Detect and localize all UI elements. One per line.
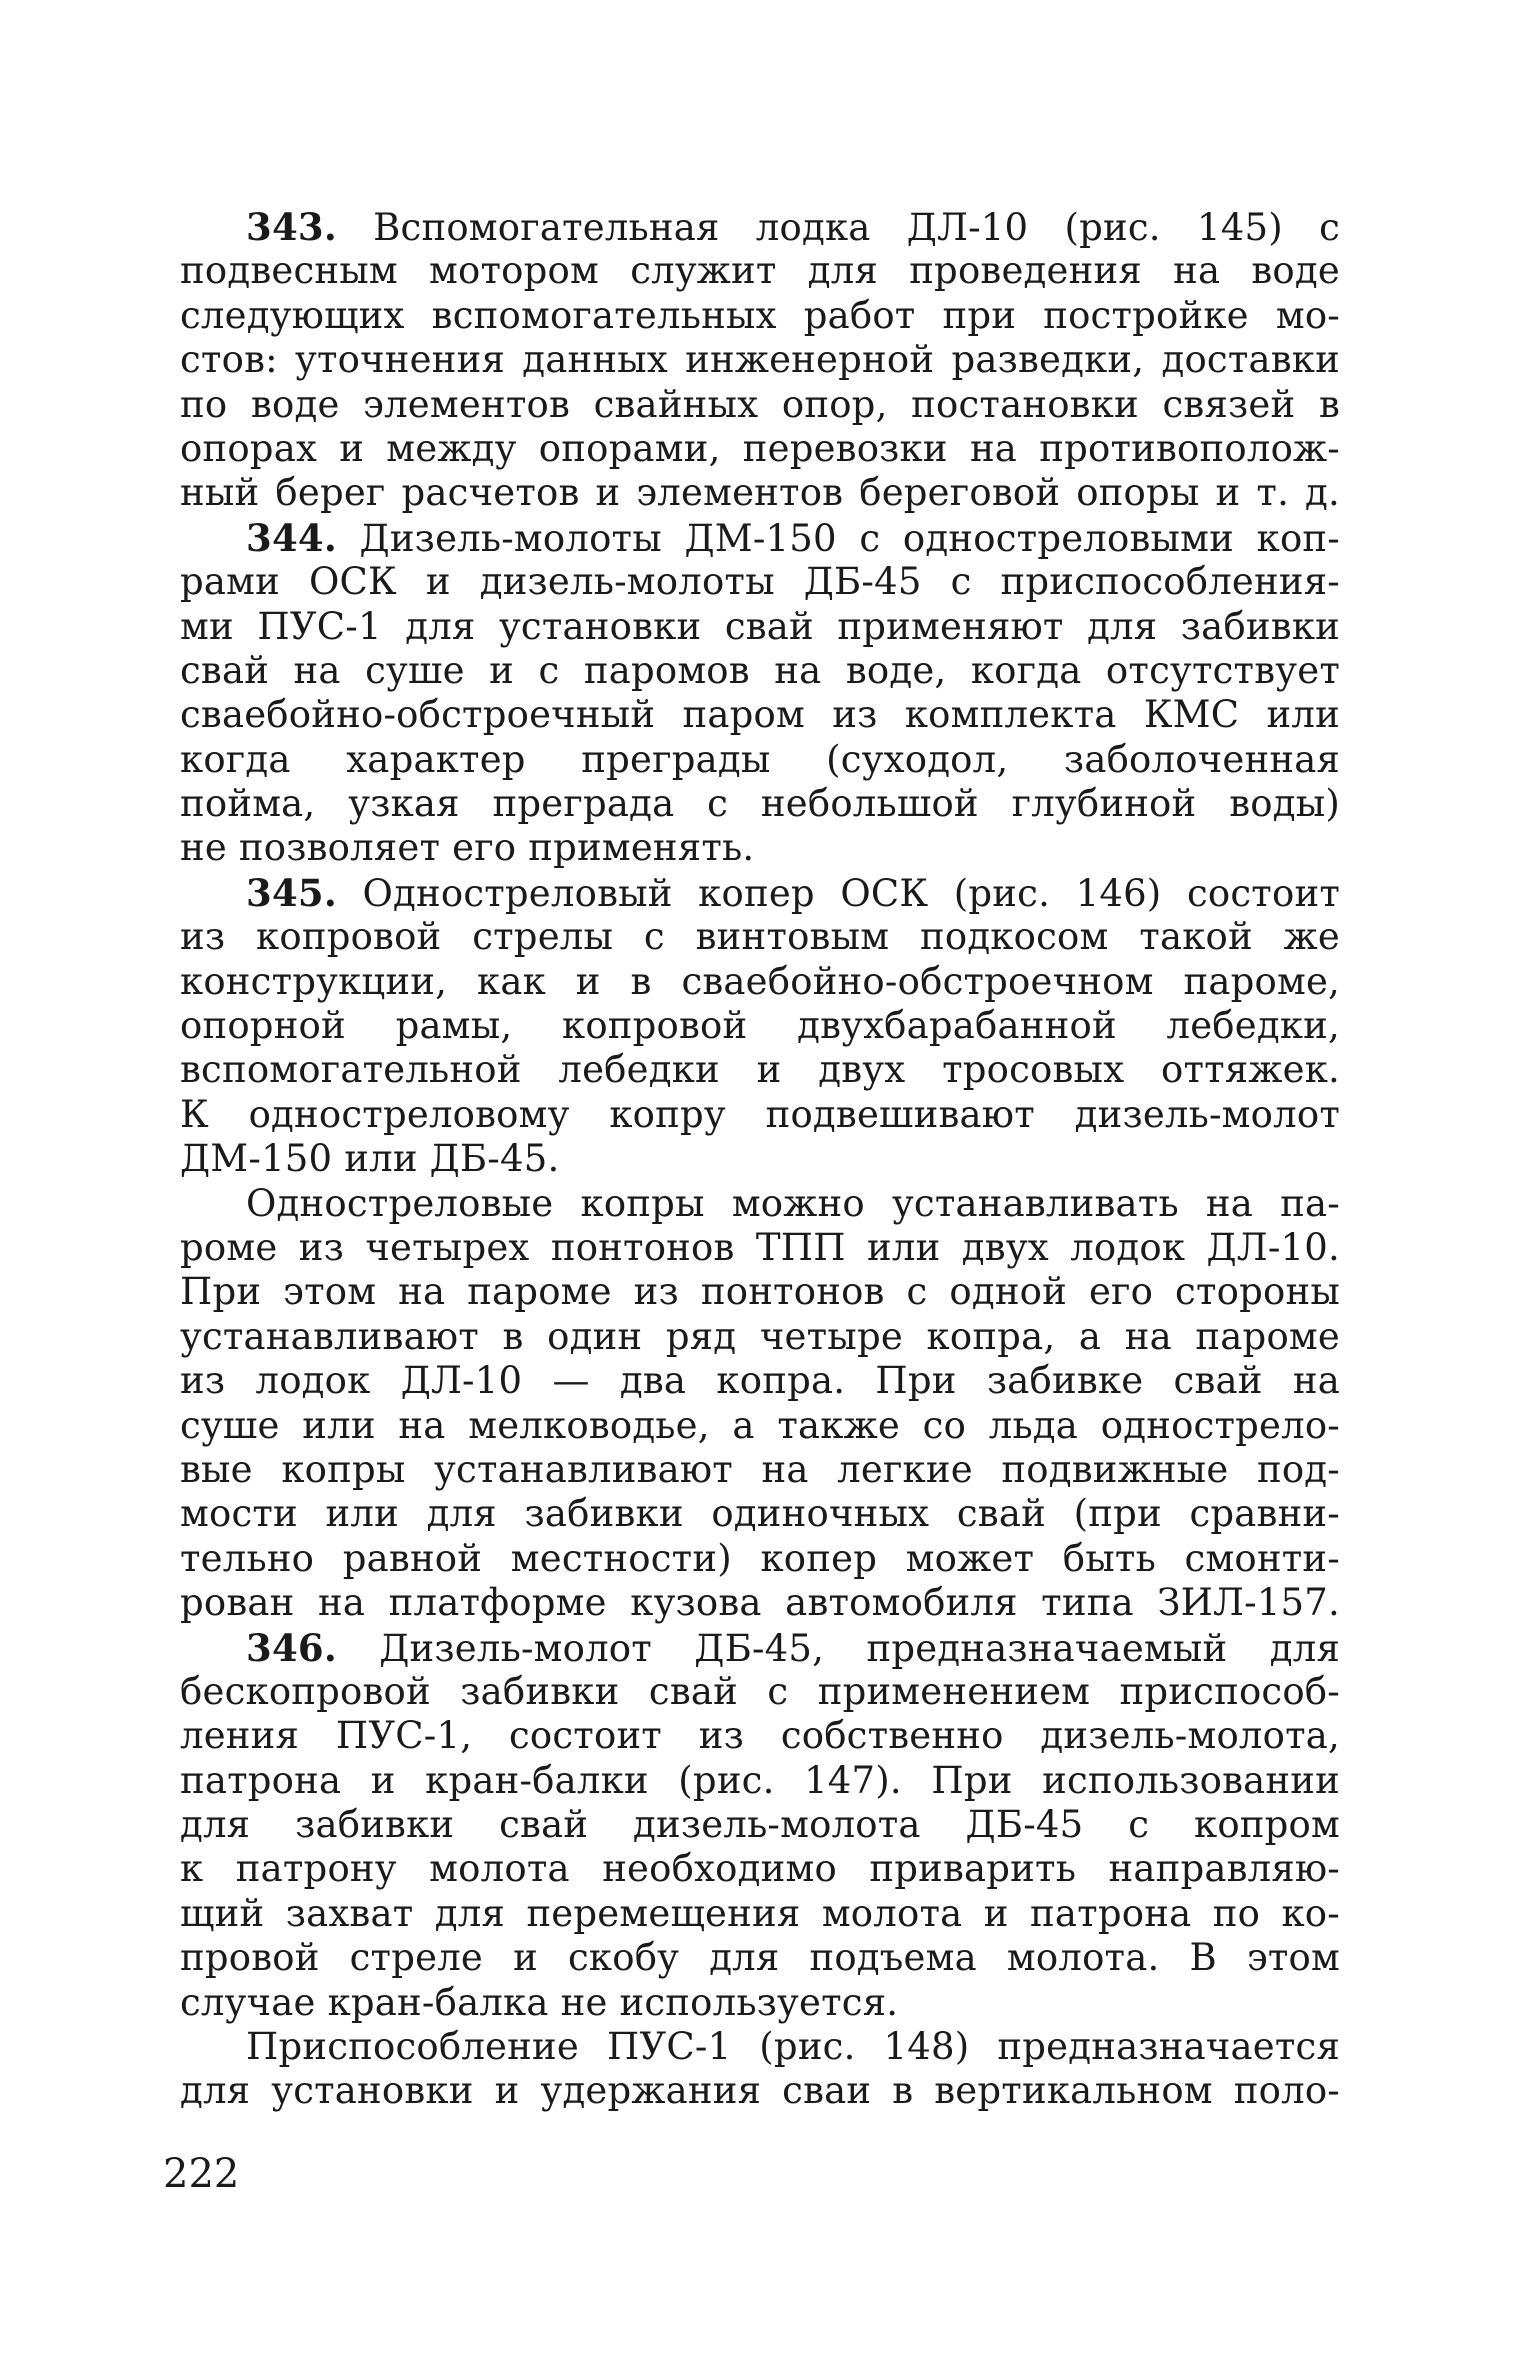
paragraph-line: [180, 205, 1340, 249]
paragraph-line: ДМ-150 или ДБ-45.: [180, 1137, 560, 1181]
paragraph-line: для установки и удержания сваи в вертикальном поло-: [180, 2069, 1340, 2113]
paragraph-line: конструкции, как и в сваебойно-обстроечном пароме,: [180, 959, 1340, 1003]
paragraph-pus-1: [180, 2025, 1340, 2114]
paragraph-line: случае кран-балка не используется.: [180, 1980, 899, 2024]
paragraph-line: рован на платформе кузова автомобиля типа ЗИЛ-157.: [180, 1581, 1340, 1625]
line-text: Одностреловый копер ОСК (рис. 146) состоит: [336, 871, 1340, 915]
paragraph-line: ления ПУС-1, состоит из собственно дизель-молота,: [180, 1714, 1340, 1758]
paragraph-line: [180, 1626, 1340, 1670]
paragraph-line: стов: уточнения данных инженерной разведки, доставки: [180, 338, 1340, 382]
paragraph-line: к патрону молота необходимо приварить направляю-: [180, 1847, 1340, 1891]
paragraph-line: [180, 871, 1340, 915]
paragraph-number: 346.: [246, 1625, 337, 1670]
paragraph-line: свай на суше и с паромов на воде, когда отсутствует: [180, 648, 1340, 692]
paragraph-line: патрона и кран-балки (рис. 147). При использовании: [180, 1758, 1340, 1802]
paragraph-number: 345.: [246, 870, 337, 915]
paragraph-line: подвесным мотором служит для проведения на воде: [180, 249, 1340, 293]
line-text: Вспомогательная лодка ДЛ-10 (рис. 145) с: [336, 206, 1340, 249]
paragraph-line: из лодок ДЛ-10 — два копра. При забивке свай на: [180, 1359, 1340, 1403]
paragraph-line: рами ОСК и дизель-молоты ДБ-45 с приспособления-: [180, 560, 1340, 604]
paragraph-line: ный берег расчетов и элементов береговой опоры и т. д.: [180, 471, 1340, 515]
paragraph-line: из копровой стрелы с винтовым подкосом такой же: [180, 915, 1340, 959]
paragraph-line: Одностреловые копры можно устанавливать на па-: [246, 1181, 1340, 1225]
paragraph-line: сваебойно-обстроечный паром из комплекта КМС или: [180, 693, 1340, 737]
paragraph-line: пойма, узкая преграда с небольшой глубиной воды): [180, 782, 1340, 826]
paragraph-line: устанавливают в один ряд четыре копра, а на пароме: [180, 1314, 1340, 1358]
paragraph-line: [180, 516, 1340, 560]
paragraph-line: К одностреловому копру подвешивают дизель-молот: [180, 1092, 1340, 1136]
paragraph-line: для забивки свай дизель-молота ДБ-45 с копром: [180, 1803, 1340, 1847]
paragraph-line: провой стреле и скобу для подъема молота. В этом: [180, 1936, 1340, 1980]
paragraph-line: опорной рамы, копровой двухбарабанной лебедки,: [180, 1004, 1340, 1048]
paragraph-line: вые копры устанавливают на легкие подвижные под-: [180, 1447, 1340, 1491]
paragraph-line: Приспособление ПУС-1 (рис. 148) предназначается: [246, 2025, 1340, 2069]
paragraph-number: 344.: [246, 515, 337, 560]
paragraph-line: следующих вспомогательных работ при постройке мо-: [180, 293, 1340, 337]
paragraph-line: вспомогательной лебедки и двух тросовых оттяжек.: [180, 1048, 1340, 1092]
paragraph-line: щий захват для перемещения молота и патрона по ко-: [180, 1891, 1340, 1935]
paragraph-line: При этом на пароме из понтонов с одной его стороны: [180, 1270, 1340, 1314]
paragraph-345: [180, 871, 1340, 1182]
document-body: [180, 205, 1340, 2114]
line-text: Дизель-молот ДБ-45, предназначаемый для: [336, 1626, 1340, 1670]
page-number: 222: [163, 2151, 240, 2197]
paragraph-line: по воде элементов свайных опор, постановки связей в: [180, 382, 1340, 426]
paragraph-line: тельно равной местности) копер может быть смонти-: [180, 1536, 1340, 1580]
paragraph-number: 343.: [246, 205, 337, 249]
paragraph-343: [180, 205, 1340, 516]
paragraph-line: суше или на мелководье, а также со льда однострело-: [180, 1403, 1340, 1447]
paragraph-line: не позволяет его применять.: [180, 826, 755, 870]
paragraph-344: [180, 516, 1340, 871]
paragraph-line: опорах и между опорами, перевозки на противополож-: [180, 426, 1340, 470]
paragraph-line: ми ПУС-1 для установки свай применяют для забивки: [180, 604, 1340, 648]
paragraph-line: роме из четырех понтонов ТПП или двух лодок ДЛ-10.: [180, 1225, 1340, 1269]
paragraph-line: мости или для забивки одиночных свай (при сравни-: [180, 1492, 1340, 1536]
line-text: Дизель-молоты ДМ-150 с одностреловыми коп-: [336, 516, 1340, 560]
paragraph-346: [180, 1626, 1340, 2026]
paragraph-line: бескопровой забивки свай с применением приспособ-: [180, 1669, 1340, 1713]
paragraph-line: когда характер преграды (суходол, заболоченная: [180, 737, 1340, 781]
paragraph-345-continued: [180, 1182, 1340, 1626]
